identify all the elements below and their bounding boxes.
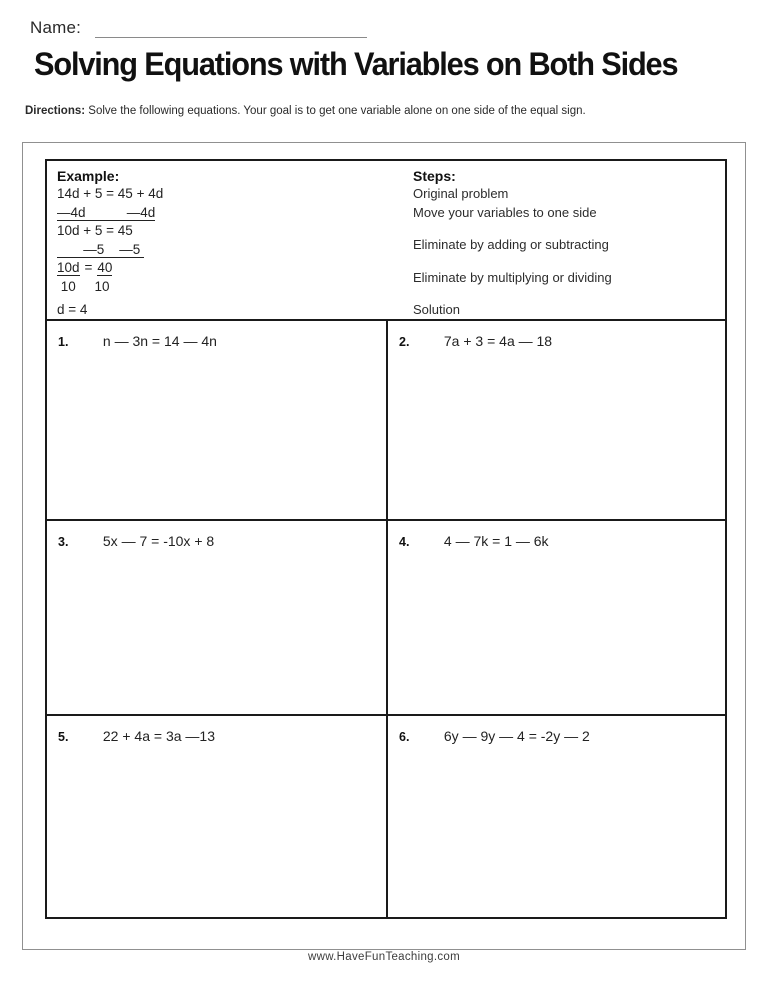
problem-cell-6[interactable] [386,714,725,917]
problem-number: 2. [399,335,410,349]
example-line-simplified: 10d + 5 = 45 [57,223,133,238]
problem-equation: 22 + 4a = 3a —13 [102,728,215,744]
step-eliminate-multiply-divide: Eliminate by multiplying or dividing [413,269,612,285]
example-line-original: 14d + 5 = 45 + 4d [57,186,164,201]
problem-number: 3. [58,535,69,549]
example-heading: Example: [57,168,120,184]
directions-text: Solve the following equations. Your goal is to get one variable alone on one side of the equal sign. [85,105,586,117]
name-label: Name: [30,18,82,37]
directions-label: Directions: [25,105,86,117]
page-title: Solving Equations with Variables on Both Sides [34,46,678,82]
example-divide-right-numerator: 40 [97,260,113,275]
example-line-subtract-constants [57,241,413,260]
example-row [47,161,725,319]
step-original-problem: Original problem [413,186,509,201]
step-move-variables: Move your variables to one side [413,204,597,220]
example-line-solution: d = 4 [57,302,88,317]
steps-heading: Steps: [413,168,456,184]
example-subtract-constants-underlined: —5 —5 [57,241,145,257]
problem-number: 1. [58,335,69,349]
problem-number: 5. [58,730,69,744]
name-row [30,18,367,38]
problem-equation: 7a + 3 = 4a — 18 [443,333,553,349]
steps-section [413,161,725,319]
footer-url: www.HaveFunTeaching.com [308,951,460,963]
example-line-denominators: 10 10 [57,278,110,294]
problem-cell-5[interactable] [47,714,386,917]
name-blank-line[interactable] [95,20,367,38]
problems-grid [47,319,725,917]
directions [25,105,586,117]
example-line-divide [57,259,413,278]
problem-number: 6. [399,730,410,744]
step-eliminate-add-subtract: Eliminate by adding or subtracting [413,237,609,252]
problem-equation: 5x — 7 = -10x + 8 [102,533,215,549]
problem-equation: 4 — 7k = 1 — 6k [443,533,549,549]
problem-cell-3[interactable] [47,519,386,714]
problem-number: 4. [399,535,410,549]
example-section [47,161,413,319]
example-line-subtract-variables [57,204,413,223]
problem-cell-1[interactable] [47,319,386,519]
example-divide-left-numerator: 10d [57,260,80,275]
worksheet-table [45,159,727,919]
problem-equation: n — 3n = 14 — 4n [102,333,217,349]
problem-cell-4[interactable] [386,519,725,714]
example-divide-equals: = [84,260,93,275]
problem-equation: 6y — 9y — 4 = -2y — 2 [443,728,590,744]
step-solution: Solution [413,302,460,317]
worksheet-outer-frame [22,142,746,950]
example-subtract-variables-underlined: —4d —4d [57,204,156,220]
problem-cell-2[interactable] [386,319,725,519]
